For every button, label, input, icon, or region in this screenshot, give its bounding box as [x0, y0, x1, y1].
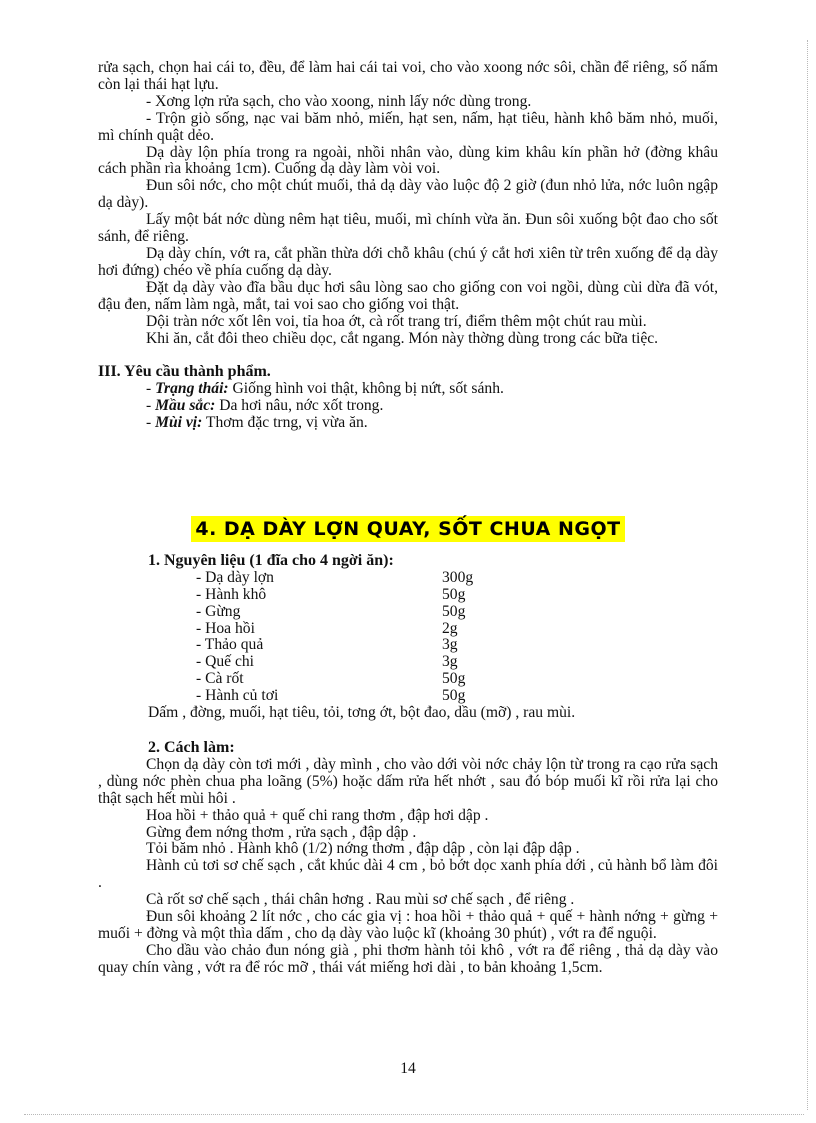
requirements-heading: III. Yêu cầu thành phẩm. [98, 363, 271, 381]
stuffed-stomach-steps [98, 60, 718, 432]
paragraph: Đặt dạ dày vào đĩa bầu dục hơi sâu lòng sao cho giống con voi ngồi, dùng cùi dừa đã vót, đậu đen, nấm làm ngà, mắt, tai voi sao cho giống voi thật. [98, 278, 718, 313]
paragraph: Chọn dạ dày còn tơi mới , dày mình , cho vào dới vòi nớc chảy lộn từ trong ra cạo rửa sạch , dùng nớc phèn chua pha loãng (5%) hoặc dấm rửa hết nhớt , sau đó bóp muối kĩ rồi rửa lại cho thật sạch hết mùi hôi . [98, 755, 718, 807]
ingredient-name: - Hành củ tơi [196, 687, 279, 705]
ingredient-extras: Dấm , đờng, muối, hạt tiêu, tỏi, tơng ớt, bột đao, dầu (mỡ) , rau mùi. [148, 704, 576, 722]
ingredient-qty: 50g [442, 687, 466, 705]
ingredient-qty: 50g [442, 670, 466, 688]
requirement-label: Mầu sắc: [155, 397, 216, 415]
paragraph: Hành củ tơi sơ chế sạch , cắt khúc dài 4 cm , bỏ bớt dọc xanh phía dới , củ hành bổ làm đôi . [98, 857, 718, 892]
paragraph: Dạ dày chín, vớt ra, cắt phần thừa dới chỗ khâu (chú ý cắt hơi xiên từ trên xuống để dạ dày hơi đứng) chéo về phía cuống dạ dày. [98, 244, 718, 279]
paragraph: Dội tràn nớc xốt lên voi, tỉa hoa ớt, cà rốt trang trí, điểm thêm một chút rau mùi. [146, 312, 647, 330]
requirement-text: Giống hình voi thật, không bị nứt, sốt sánh. [228, 380, 504, 398]
paragraph: Tỏi băm nhỏ . Hành khô (1/2) nớng thơm , đập dập , còn lại đập dập . [146, 840, 580, 858]
ingredient-name: - Hành khô [196, 585, 267, 603]
ingredient-row [196, 688, 616, 705]
requirement-item: - Mùi vị: Thơm đặc trng, vị vừa ăn. [146, 414, 368, 432]
ingredient-row [196, 570, 616, 587]
ingredients-section [98, 553, 718, 722]
paragraph: Cho dầu vào chảo đun nóng già , phi thơm hành tỏi khô , vớt ra để riêng , thả dạ dày vào quay chín vàng , vớt ra để róc mỡ , thái vát miếng hơi dài , to bản khoảng 1,5cm. [98, 941, 718, 976]
ingredient-row [196, 654, 616, 671]
ingredient-name: - Quế chi [196, 653, 255, 671]
requirement-text: Thơm đặc trng, vị vừa ăn. [202, 414, 368, 432]
recipe-title: 4. DẠ DÀY LỢN QUAY, SỐT CHUA NGỌT [191, 516, 624, 542]
paragraph: Hoa hồi + thảo quả + quế chi rang thơm , đập hơi dập . [146, 806, 489, 824]
requirement-item: - Mầu sắc: Da hơi nâu, nớc xốt trong. [146, 397, 384, 415]
paragraph: Dạ dày lộn phía trong ra ngoài, nhồi nhân vào, dùng kim khâu kín phần hở (đờng khâu cách phần rìa khoảng 1cm). Cuống dạ dày làm vòi voi. [98, 143, 718, 178]
ingredient-qty: 300g [442, 568, 474, 586]
requirement-label: Trạng thái: [155, 380, 229, 398]
ingredient-qty: 50g [442, 585, 466, 603]
requirement-item: - Trạng thái: Giống hình voi thật, không bị nứt, sốt sánh. [146, 380, 504, 398]
ingredient-name: - Hoa hồi [196, 619, 255, 637]
paragraph: - Trộn giò sống, nạc vai băm nhỏ, miến, hạt sen, nấm, hạt tiêu, hành khô băm nhỏ, muối, mì chính quật dẻo. [98, 109, 718, 144]
paragraph: Đun sôi khoảng 2 lít nớc , cho các gia vị : hoa hồi + thảo quả + quế + hành nớng + gừng + muối + đờng và một thìa dấm , cho dạ dày vào luộc kĩ (khoảng 30 phút) , vớt ra để nguội. [98, 908, 718, 942]
page-border-bottom [24, 1114, 804, 1115]
ingredient-row [196, 587, 616, 604]
method-heading: 2. Cách làm: [148, 739, 235, 756]
ingredient-list [196, 570, 616, 705]
ingredient-qty: 3g [442, 653, 458, 671]
ingredient-qty: 50g [442, 602, 466, 620]
paragraph: Lấy một bát nớc dùng nêm hạt tiêu, muối, mì chính vừa ăn. Đun sôi xuống bột đao cho sốt sánh, để riêng. [98, 211, 718, 246]
page-number: 14 [400, 1060, 416, 1077]
ingredient-qty: 2g [442, 619, 458, 637]
requirement-text: Da hơi nâu, nớc xốt trong. [215, 397, 384, 415]
ingredient-row [196, 637, 616, 654]
ingredient-row [196, 671, 616, 688]
ingredient-name: - Cà rốt [196, 670, 244, 688]
paragraph: Đun sôi nớc, cho một chút muối, thả dạ dày vào luộc độ 2 giờ (đun nhỏ lửa, nớc luôn ngập dạ dày). [98, 177, 718, 212]
page-border-right [807, 40, 808, 1110]
ingredient-row [196, 604, 616, 621]
ingredient-row [196, 621, 616, 638]
recipe-title-wrap [0, 516, 816, 542]
ingredient-name: - Gừng [196, 602, 241, 620]
method-section [98, 740, 718, 977]
ingredient-name: - Dạ dày lợn [196, 568, 274, 586]
ingredients-heading: 1. Nguyên liệu (1 đĩa cho 4 ngời ăn): [148, 552, 394, 569]
paragraph: Cà rốt sơ chế sạch , thái chân hơng . Rau mùi sơ chế sạch , để riêng . [146, 891, 575, 909]
ingredient-name: - Thảo quả [196, 636, 264, 654]
paragraph: - Xơng lợn rửa sạch, cho vào xoong, ninh lấy nớc dùng trong. [146, 92, 532, 110]
ingredient-qty: 3g [442, 636, 458, 654]
paragraph: rửa sạch, chọn hai cái to, đều, để làm hai cái tai voi, cho vào xoong nớc sôi, chần để riêng, số nấm còn lại thái hạt lựu. [98, 59, 718, 93]
paragraph: Khi ăn, cắt đôi theo chiều dọc, cắt ngang. Món này thờng dùng trong các bữa tiệc. [146, 329, 659, 347]
paragraph: Gừng đem nớng thơm , rửa sạch , đập dập . [146, 823, 417, 841]
requirement-label: Mùi vị: [155, 414, 203, 432]
